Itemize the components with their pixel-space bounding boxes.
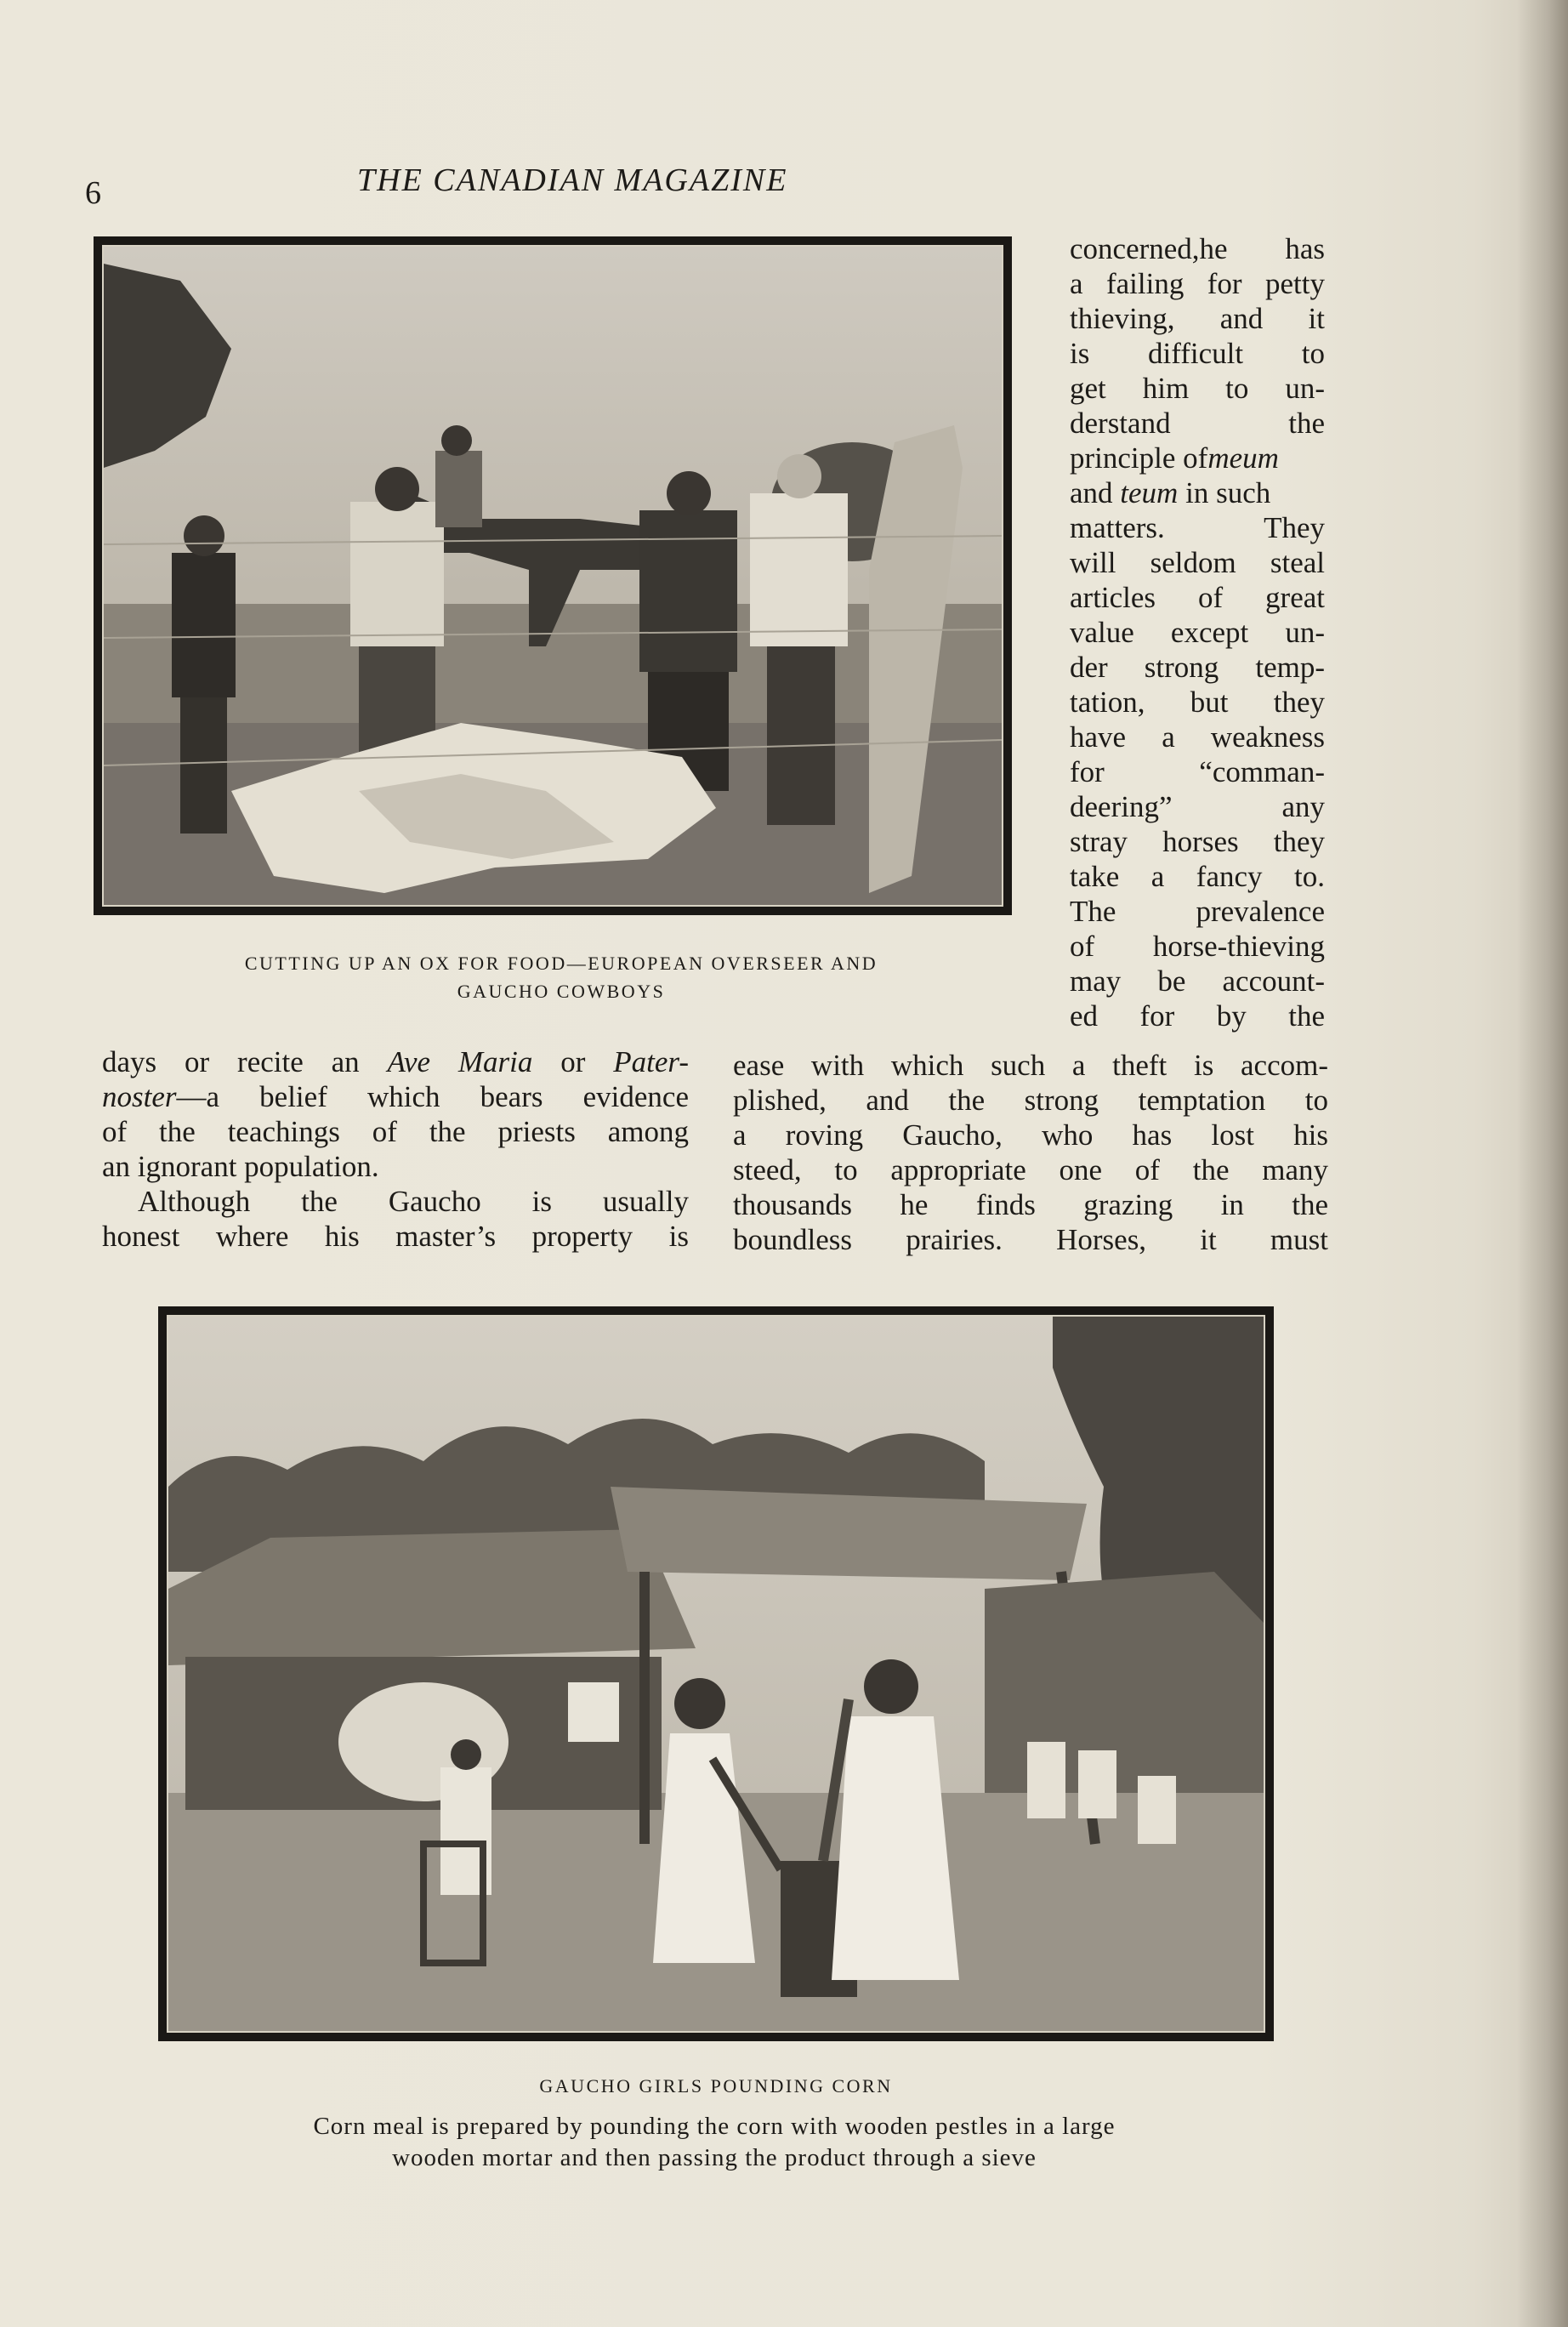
- text-line: of horse-thieving: [1070, 930, 1325, 963]
- text-line: deering” any: [1070, 790, 1325, 823]
- top-photo-caption-line2: GAUCHO COWBOYS: [457, 981, 666, 1002]
- text-line: [1070, 475, 1325, 510]
- photo-gaucho-girls-graphic: [168, 1317, 1264, 2031]
- bottom-photo-caption-title: GAUCHO GIRLS POUNDING CORN: [539, 2075, 893, 2097]
- text-line: derstand the: [1070, 407, 1325, 440]
- bottom-photo-caption-desc2: wooden mortar and then passing the product through a sieve: [392, 2144, 1037, 2171]
- photo-ox-butchering-image: [102, 245, 1003, 907]
- italic-pater: Pater-: [613, 1045, 689, 1078]
- text-line: stray horses they: [1070, 825, 1325, 858]
- text-line: take a fancy to.: [1070, 860, 1325, 893]
- left-column-text: [102, 1044, 689, 1254]
- text-line: thousands he finds grazing in the: [733, 1188, 1328, 1221]
- text-run: in such: [1185, 476, 1271, 509]
- text-line: [102, 1044, 689, 1079]
- text-line: Although the Gaucho is usually: [138, 1185, 689, 1218]
- text-line: have a weakness: [1070, 720, 1325, 754]
- page-number: 6: [85, 175, 101, 211]
- photo-ox-butchering: [94, 236, 1012, 915]
- italic-word-teum: teum: [1120, 476, 1179, 509]
- text-line: der strong temp-: [1070, 651, 1325, 684]
- text-line: concerned,he has: [1070, 232, 1325, 265]
- text-line: [102, 1079, 689, 1114]
- text-line: a roving Gaucho, who has lost his: [733, 1118, 1328, 1152]
- text-line: honest where his master’s property is: [102, 1220, 689, 1253]
- text-run: and: [1070, 476, 1113, 509]
- book-gutter-shadow: [1517, 0, 1568, 2327]
- text-run: or: [532, 1045, 614, 1078]
- running-head: THE CANADIAN MAGAZINE: [357, 162, 788, 198]
- text-line: boundless prairies. Horses, it must: [733, 1223, 1328, 1256]
- text-line: is difficult to: [1070, 337, 1325, 370]
- text-run: principle of: [1070, 441, 1208, 475]
- text-line: value except un-: [1070, 616, 1325, 649]
- text-run: days or recite an: [102, 1045, 388, 1078]
- text-line: tation, but they: [1070, 686, 1325, 719]
- text-line: ease with which such a theft is accom-: [733, 1049, 1328, 1082]
- photo-gaucho-girls-image: [167, 1315, 1265, 2033]
- text-line: steed, to appropriate one of the many: [733, 1153, 1328, 1186]
- text-line: articles of great: [1070, 581, 1325, 614]
- text-line: plished, and the strong temptation to: [733, 1084, 1328, 1117]
- middle-column-text: [733, 1048, 1328, 1257]
- text-line: thieving, and it: [1070, 302, 1325, 335]
- bottom-photo-caption-desc1: Corn meal is prepared by pounding the corn with wooden pestles in a large: [313, 2113, 1116, 2140]
- text-run: —a belief which bears evidence: [176, 1080, 689, 1113]
- text-line: The prevalence: [1070, 895, 1325, 928]
- text-line: will seldom steal: [1070, 546, 1325, 579]
- text-line: an ignorant population.: [102, 1150, 379, 1183]
- text-line: a failing for petty: [1070, 267, 1325, 300]
- photo-ox-butchering-graphic: [104, 247, 1002, 905]
- italic-ave-maria: Ave Maria: [387, 1045, 533, 1078]
- text-line: ed for by the: [1070, 999, 1325, 1033]
- right-column-text: [1070, 231, 1325, 1033]
- photo-gaucho-girls: [158, 1306, 1274, 2041]
- text-line: may be account-: [1070, 964, 1325, 998]
- text-line: [1070, 441, 1325, 475]
- text-line: for “comman-: [1070, 755, 1325, 788]
- text-line: matters. They: [1070, 511, 1325, 544]
- text-line: of the teachings of the priests among: [102, 1115, 689, 1148]
- italic-noster: noster: [102, 1080, 177, 1113]
- italic-word-meum: meum: [1207, 441, 1279, 475]
- text-line: get him to un-: [1070, 372, 1325, 405]
- top-photo-caption-line1: CUTTING UP AN OX FOR FOOD—EUROPEAN OVERSEER AND: [244, 953, 878, 974]
